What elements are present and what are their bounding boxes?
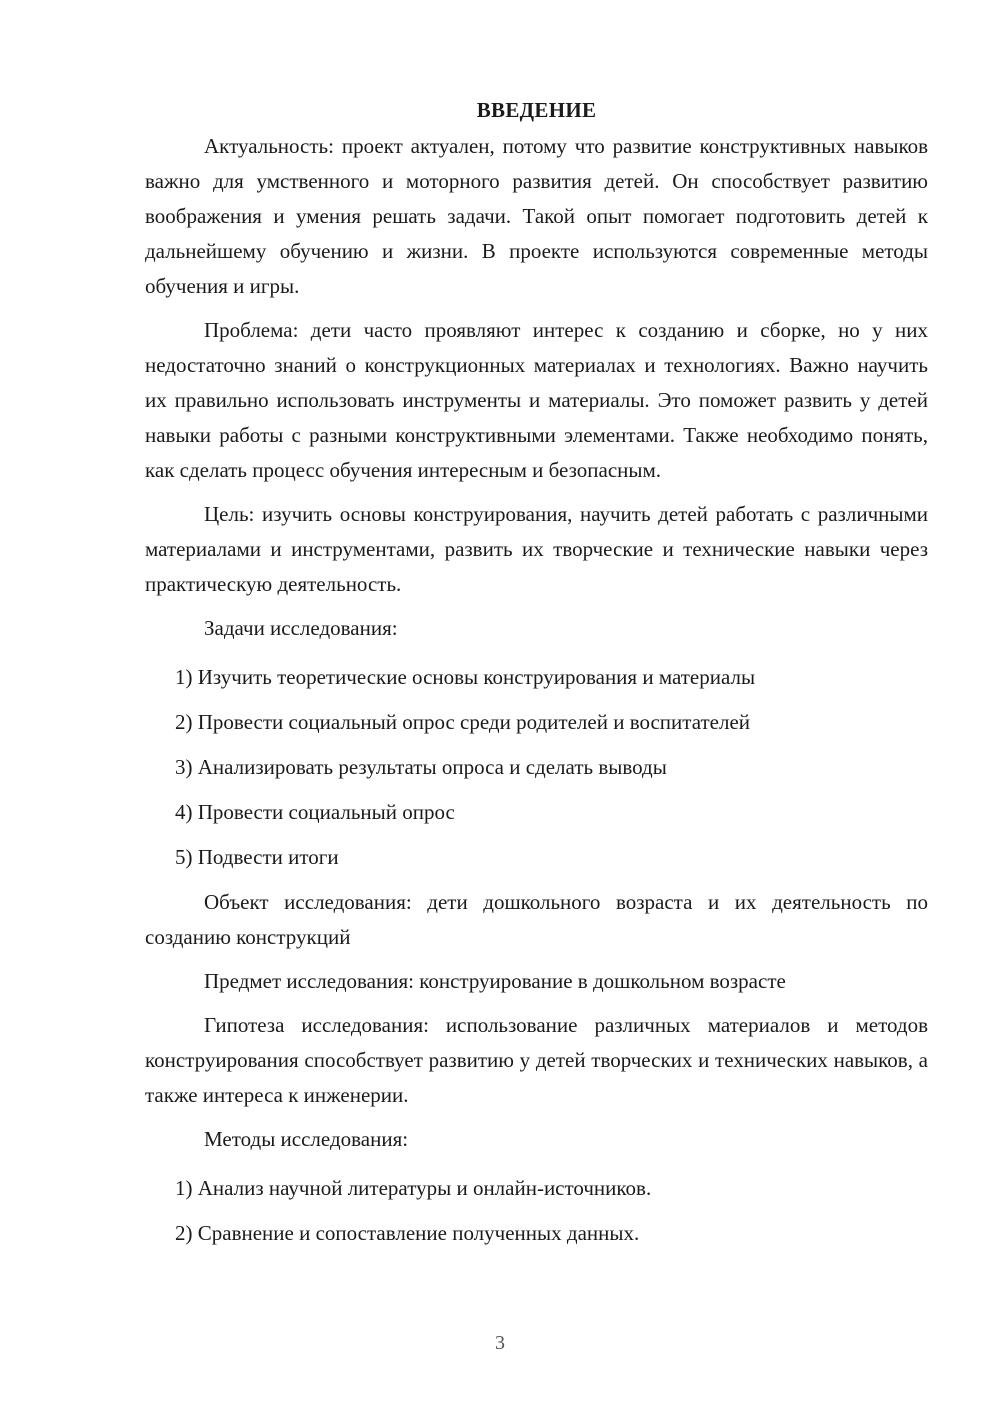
relevance-paragraph: Актуальность: проект актуален, потому что развитие конструктивных навыков важно для умственного и моторного развития детей. Он способствует развитию воображения и умения решать задачи. Такой опыт помогает подготовить детей к дальнейшему обучению и жизни. В проекте используются современные методы обучения и игры. <box>145 134 928 298</box>
section-heading: ВВЕДЕНИЕ <box>476 98 597 122</box>
list-item: 1) Анализ научной литературы и онлайн-источников. <box>175 1176 652 1200</box>
list-item: 2) Сравнение и сопоставление полученных данных. <box>175 1221 640 1245</box>
document-page <box>145 95 928 1261</box>
hypothesis-paragraph: Гипотеза исследования: использование различных материалов и методов конструирования способствует развитию у детей творческих и технических навыков, а также интереса к инженерии. <box>145 1013 928 1107</box>
subject-paragraph: Предмет исследования: конструирование в дошкольном возрасте <box>204 969 786 993</box>
object-paragraph: Объект исследования: дети дошкольного возраста и их деятельность по созданию конструкций <box>145 890 928 949</box>
tasks-heading: Задачи исследования: <box>204 616 398 640</box>
problem-paragraph: Проблема: дети часто проявляют интерес к созданию и сборке, но у них недостаточно знаний о конструкционных материалах и технологиях. Важно научить их правильно использовать инструменты и материалы. Это поможет развить у детей навыки работы с разными конструктивными элементами. Также необходимо понять, как сделать процесс обучения интересным и безопасным. <box>145 318 928 482</box>
list-item: 2) Провести социальный опрос среди родителей и воспитателей <box>175 710 751 734</box>
list-item: 4) Провести социальный опрос <box>175 800 455 824</box>
page-number: 3 <box>495 1332 505 1354</box>
list-item: 3) Анализировать результаты опроса и сделать выводы <box>175 755 667 779</box>
list-item: 5) Подвести итоги <box>175 845 339 869</box>
goal-paragraph: Цель: изучить основы конструирования, научить детей работать с различными материалами и инструментами, развить их творческие и технические навыки через практическую деятельность. <box>145 502 928 596</box>
list-item: 1) Изучить теоретические основы конструирования и материалы <box>175 665 756 689</box>
methods-list <box>145 1171 928 1251</box>
methods-heading: Методы исследования: <box>204 1127 409 1151</box>
tasks-list <box>145 660 928 875</box>
